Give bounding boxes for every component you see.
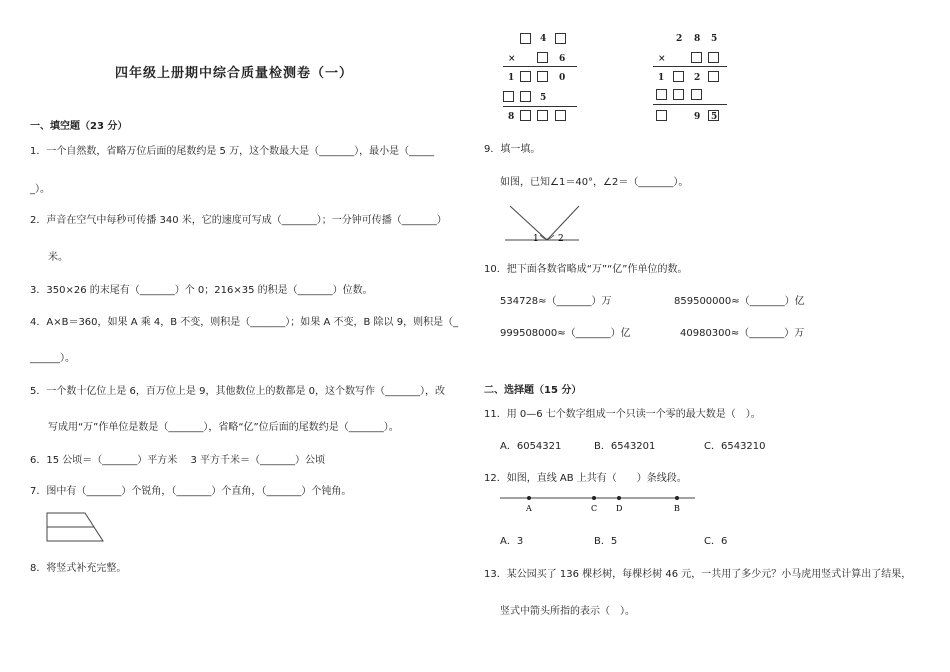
q10-item-1: 534728≈（_______）万 bbox=[500, 296, 612, 307]
question-6: 6．15 公顷＝（_______）平方米 3 平方千米＝（_______）公顷 bbox=[30, 455, 325, 466]
digit: 8 bbox=[694, 34, 701, 44]
question-1-cont: _）。 bbox=[30, 184, 50, 195]
angle-figure bbox=[505, 203, 585, 243]
digit: 4 bbox=[540, 34, 547, 44]
blank-box bbox=[520, 71, 531, 82]
divider-line bbox=[653, 66, 727, 67]
question-4-cont: ______）。 bbox=[30, 353, 75, 364]
question-9: 9．填一填。 bbox=[484, 144, 541, 155]
question-9-text: 如图，已知∠1＝40°，∠2＝（_______）。 bbox=[500, 177, 689, 188]
angle-label-2: 2 bbox=[558, 234, 564, 244]
question-2: 2．声音在空气中每秒可传播 340 米，它的速度可写成（_______）；一分钟可传播（_______） bbox=[30, 215, 447, 226]
blank-box bbox=[656, 89, 667, 100]
digit: 2 bbox=[676, 34, 683, 44]
blank-box bbox=[656, 110, 667, 121]
divider-line bbox=[503, 106, 577, 107]
divider-line bbox=[503, 66, 577, 67]
multiply-sign: × bbox=[658, 54, 666, 64]
blank-box bbox=[691, 52, 702, 63]
point-label-b: B bbox=[674, 504, 680, 513]
page-title: 四年级上册期中综合质量检测卷（一） bbox=[115, 66, 354, 81]
point-label-a: A bbox=[526, 504, 532, 513]
q10-item-2: 859500000≈（_______）亿 bbox=[674, 296, 805, 307]
section-multiple-choice: 二、选择题（15 分） bbox=[484, 385, 582, 396]
q12-option-b: B．5 bbox=[594, 536, 618, 547]
point-label-d: D bbox=[616, 504, 623, 513]
line-ab-figure bbox=[500, 492, 700, 516]
point-label-c: C bbox=[591, 504, 598, 513]
digit: 5 bbox=[711, 112, 718, 122]
multiply-sign: × bbox=[508, 54, 516, 64]
question-10: 10．把下面各数省略成“万”“亿”作单位的数。 bbox=[484, 264, 688, 275]
q11-option-c: C．6543210 bbox=[704, 441, 766, 452]
question-1: 1．一个自然数，省略万位后面的尾数约是 5 万，这个数最大是（_______），最小是（_____ bbox=[30, 146, 435, 157]
question-13: 13．某公园买了 136 棵杉树，每棵杉树 46 元，一共用了多少元？小马虎用竖式计算出了结果， bbox=[484, 569, 912, 580]
trapezoid-figure bbox=[45, 510, 107, 544]
question-4: 4．A×B＝360，如果 A 乘 4，B 不变，则积是（_______）；如果 A 不变，B 除以 9，则积是（_ bbox=[30, 317, 459, 328]
digit: 1 bbox=[508, 73, 515, 83]
angle-label-1: 1 bbox=[533, 234, 539, 244]
question-5: 5．一个数十亿位上是 6，百万位上是 9，其他数位上的数都是 0，这个数写作（_______），改 bbox=[30, 386, 445, 397]
blank-box bbox=[503, 91, 514, 102]
question-13-cont: 竖式中箭头所指的表示（ ）。 bbox=[500, 606, 635, 617]
blank-box bbox=[537, 110, 548, 121]
question-5-cont: 写成用“万”作单位是数是（_______），省略“亿”位后面的尾数约是（_______）。 bbox=[48, 422, 399, 433]
q12-option-c: C．6 bbox=[704, 536, 728, 547]
question-2-cont: 米。 bbox=[48, 252, 68, 263]
q12-option-a: A．3 bbox=[500, 536, 524, 547]
question-7: 7．图中有（_______）个锐角，（_______）个直角，（_______）个钝角。 bbox=[30, 486, 352, 497]
blank-box bbox=[691, 89, 702, 100]
question-8: 8．将竖式补充完整。 bbox=[30, 563, 127, 574]
blank-box bbox=[520, 33, 531, 44]
digit: 5 bbox=[711, 34, 718, 44]
blank-box bbox=[520, 110, 531, 121]
q10-item-4: 40980300≈（_______）万 bbox=[680, 328, 805, 339]
blank-box bbox=[520, 91, 531, 102]
q11-option-b: B．6543201 bbox=[594, 441, 656, 452]
section-fill-blank: 一、填空题（23 分） bbox=[30, 121, 128, 132]
digit: 8 bbox=[508, 112, 515, 122]
blank-box bbox=[708, 52, 719, 63]
blank-box bbox=[555, 33, 566, 44]
digit: 0 bbox=[559, 73, 566, 83]
digit: 9 bbox=[694, 112, 701, 122]
blank-box bbox=[673, 71, 684, 82]
q10-item-3: 999508000≈（_______）亿 bbox=[500, 328, 631, 339]
blank-box bbox=[673, 89, 684, 100]
q11-option-a: A．6054321 bbox=[500, 441, 562, 452]
blank-box bbox=[537, 52, 548, 63]
question-11: 11．用 0—6 七个数字组成一个只读一个零的最大数是（ ）。 bbox=[484, 409, 761, 420]
digit: 2 bbox=[694, 73, 701, 83]
digit: 5 bbox=[540, 93, 547, 103]
blank-box bbox=[537, 71, 548, 82]
question-3: 3．350×26 的末尾有（_______）个 0；216×35 的积是（_______）位数。 bbox=[30, 285, 373, 296]
digit: 1 bbox=[658, 73, 665, 83]
question-12: 12．如图，直线 AB 上共有（ ）条线段。 bbox=[484, 473, 687, 484]
divider-line bbox=[653, 104, 727, 105]
digit: 6 bbox=[559, 54, 566, 64]
blank-box bbox=[708, 71, 719, 82]
blank-box bbox=[555, 110, 566, 121]
